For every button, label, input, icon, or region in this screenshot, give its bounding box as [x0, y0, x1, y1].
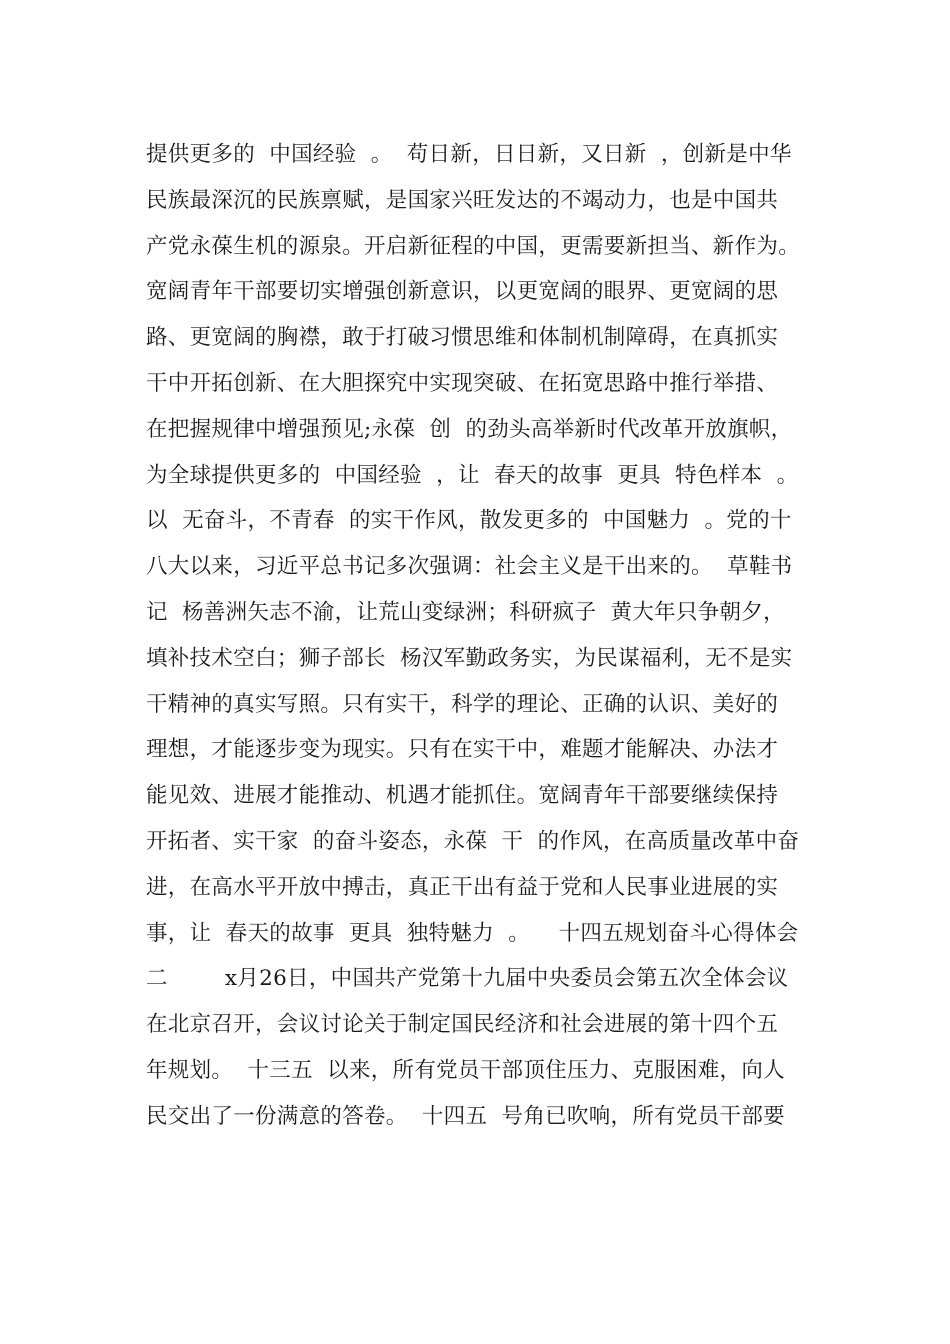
text-line-2: 民族最深沉的民族禀赋，是国家兴旺发达的不竭动力，也是中国共 [146, 187, 779, 213]
text-line-9: 以 无奋斗，不青春 的实干作风，散发更多的 中国魅力 。党的十 [146, 508, 792, 534]
text-line-20: 在北京召开，会议讨论关于制定国民经济和社会进展的第十四个五 [146, 1012, 779, 1038]
text-line-14: 理想，才能逐步变为现实。只有在实干中，难题才能解决、办法才 [146, 737, 779, 763]
text-line-17: 进，在高水平开放中搏击，真正干出有益于党和人民事业进展的实 [146, 874, 779, 900]
text-line-13: 干精神的真实写照。只有实干，科学的理论、正确的认识、美好的 [146, 691, 779, 717]
text-line-3: 产党永葆生机的源泉。开启新征程的中国，更需要新担当、新作为。 [146, 233, 801, 259]
text-line-8: 为全球提供更多的 中国经验 ，让 春天的故事 更具 特色样本 。 [146, 462, 799, 488]
text-line-19: 二 x月26日，中国共产党第十九届中央委员会第五次全体会议 [146, 966, 789, 992]
text-line-11: 记 杨善洲矢志不渝，让荒山变绿洲；科研疯子 黄大年只争朝夕， [146, 599, 785, 625]
text-line-10: 八大以来，习近平总书记多次强调：社会主义是干出来的。 草鞋书 [146, 554, 793, 580]
text-line-1: 提供更多的 中国经验 。 苟日新，日日新，又日新 ，创新是中华 [146, 142, 792, 167]
text-line-22: 民交出了一份满意的答卷。 十四五 号角已吹响，所有党员干部要 [146, 1103, 785, 1129]
body-text [146, 132, 936, 1140]
text-line-6: 干中开拓创新、在大胆探究中实现突破、在拓宽思路中推行举措、 [146, 370, 779, 396]
text-line-21: 年规划。 十三五 以来，所有党员干部顶住压力、克服困难，向人 [146, 1057, 785, 1083]
text-line-7: 在把握规律中增强预见;永葆 创 的劲头高举新时代改革开放旗帜， [146, 416, 793, 442]
text-line-18: 事，让 春天的故事 更具 独特魅力 。 十四五规划奋斗心得体会 [146, 920, 799, 946]
text-line-12: 填补技术空白；狮子部长 杨汉军勤政务实，为民谋福利，无不是实 [146, 645, 793, 671]
text-line-4: 宽阔青年干部要切实增强创新意识，以更宽阔的眼界、更宽阔的思 [146, 279, 779, 305]
text-line-5: 路、更宽阔的胸襟，敢于打破习惯思维和体制机制障碍，在真抓实 [146, 325, 779, 351]
text-line-16: 开拓者、实干家 的奋斗姿态，永葆 干 的作风，在高质量改革中奋 [146, 828, 800, 854]
text-line-15: 能见效、进展才能推动、机遇才能抓住。宽阔青年干部要继续保持 [146, 783, 779, 809]
